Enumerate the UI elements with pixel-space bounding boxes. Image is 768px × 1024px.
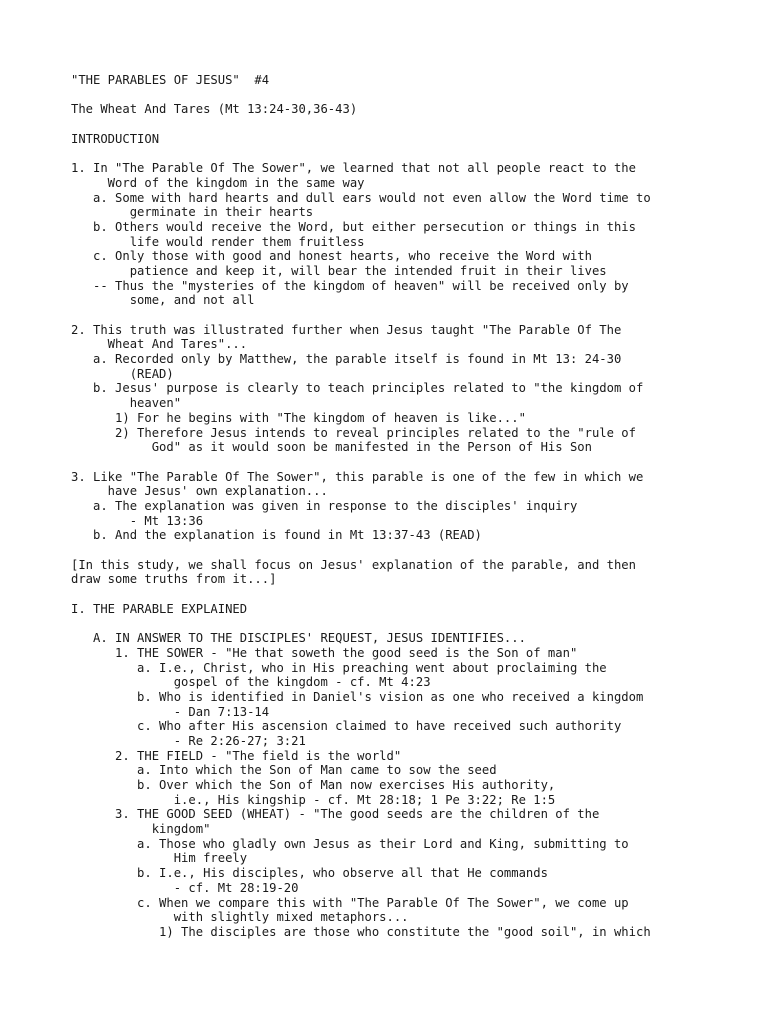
document-line: have Jesus' own explanation... — [71, 484, 328, 499]
document-line: 3. THE GOOD SEED (WHEAT) - "The good seeds are the children of the — [71, 807, 600, 822]
document-line: b. I.e., His disciples, who observe all that He commands — [71, 866, 548, 881]
document-line: 2) Therefore Jesus intends to reveal principles related to the "rule of — [71, 425, 636, 440]
document-line: a. Those who gladly own Jesus as their Lord and King, submitting to — [71, 836, 629, 851]
document-line: a. Into which the Son of Man came to sow the seed — [71, 763, 497, 778]
document-line — [71, 117, 761, 132]
document-line: - Dan 7:13-14 — [71, 704, 270, 719]
document-line: [In this study, we shall focus on Jesus' explanation of the parable, and then — [71, 557, 636, 572]
document-line: (READ) — [71, 366, 174, 381]
document-line: a. Recorded only by Matthew, the parable itself is found in Mt 13: 24-30 — [71, 352, 622, 367]
document-line: b. Others would receive the Word, but either persecution or things in this — [71, 219, 636, 234]
document-line: c. Who after His ascension claimed to have received such authority — [71, 719, 622, 734]
document-line: a. I.e., Christ, who in His preaching went about proclaiming the — [71, 660, 607, 675]
document-line: 1) For he begins with "The kingdom of heaven is like..." — [71, 410, 526, 425]
document-line: i.e., His kingship - cf. Mt 28:18; 1 Pe 3:22; Re 1:5 — [71, 792, 556, 807]
document-line: 1) The disciples are those who constitute the "good soil", in which — [71, 924, 651, 939]
document-line: - Mt 13:36 — [71, 513, 204, 528]
document-line: c. Only those with good and honest hearts, who receive the Word with — [71, 249, 592, 264]
document-line: life would render them fruitless — [71, 234, 365, 249]
document-line: "THE PARABLES OF JESUS" #4 — [71, 73, 270, 87]
document-line — [71, 587, 761, 602]
document-page — [71, 73, 761, 940]
document-line: 2. THE FIELD - "The field is the world" — [71, 748, 402, 763]
document-line: 2. This truth was illustrated further when Jesus taught "The Parable Of The — [71, 322, 622, 337]
document-line: a. Some with hard hearts and dull ears would not even allow the Word time to — [71, 190, 651, 205]
document-line: a. The explanation was given in response to the disciples' inquiry — [71, 498, 578, 513]
document-line: with slightly mixed metaphors... — [71, 910, 409, 925]
document-line — [71, 616, 761, 631]
document-line: patience and keep it, will bear the intended fruit in their lives — [71, 263, 607, 278]
document-line: b. Who is identified in Daniel's vision as one who received a kingdom — [71, 689, 644, 704]
document-line: A. IN ANSWER TO THE DISCIPLES' REQUEST, JESUS IDENTIFIES... — [71, 631, 526, 646]
document-line: INTRODUCTION — [71, 131, 160, 146]
document-line: gospel of the kingdom - cf. Mt 4:23 — [71, 675, 431, 690]
document-line — [71, 88, 761, 103]
document-line — [71, 455, 761, 470]
document-line: 3. Like "The Parable Of The Sower", this parable is one of the few in which we — [71, 469, 644, 484]
document-line: I. THE PARABLE EXPLAINED — [71, 601, 248, 616]
document-line: kingdom" — [71, 822, 211, 837]
document-line: germinate in their hearts — [71, 205, 314, 220]
document-line: The Wheat And Tares (Mt 13:24-30,36-43) — [71, 102, 358, 117]
document-line: b. And the explanation is found in Mt 13:37-43 (READ) — [71, 528, 482, 543]
document-line: c. When we compare this with "The Parable Of The Sower", we come up — [71, 895, 629, 910]
document-line: some, and not all — [71, 293, 255, 308]
document-line: - Re 2:26-27; 3:21 — [71, 733, 306, 748]
document-line — [71, 543, 761, 558]
document-line: God" as it would soon be manifested in the Person of His Son — [71, 440, 592, 455]
document-line: Word of the kingdom in the same way — [71, 175, 365, 190]
document-line: 1. THE SOWER - "He that soweth the good seed is the Son of man" — [71, 645, 578, 660]
document-line — [71, 308, 761, 323]
document-line: b. Over which the Son of Man now exercises His authority, — [71, 778, 556, 792]
document-line: Wheat And Tares"... — [71, 337, 248, 352]
document-line: 1. In "The Parable Of The Sower", we learned that not all people react to the — [71, 161, 636, 176]
document-line: - cf. Mt 28:19-20 — [71, 880, 299, 895]
document-line: -- Thus the "mysteries of the kingdom of heaven" will be received only by — [71, 278, 629, 293]
document-line: draw some truths from it...] — [71, 572, 277, 587]
document-line: heaven" — [71, 396, 182, 411]
document-line: b. Jesus' purpose is clearly to teach principles related to "the kingdom of — [71, 381, 644, 396]
document-line — [71, 146, 761, 161]
document-line: Him freely — [71, 851, 248, 866]
